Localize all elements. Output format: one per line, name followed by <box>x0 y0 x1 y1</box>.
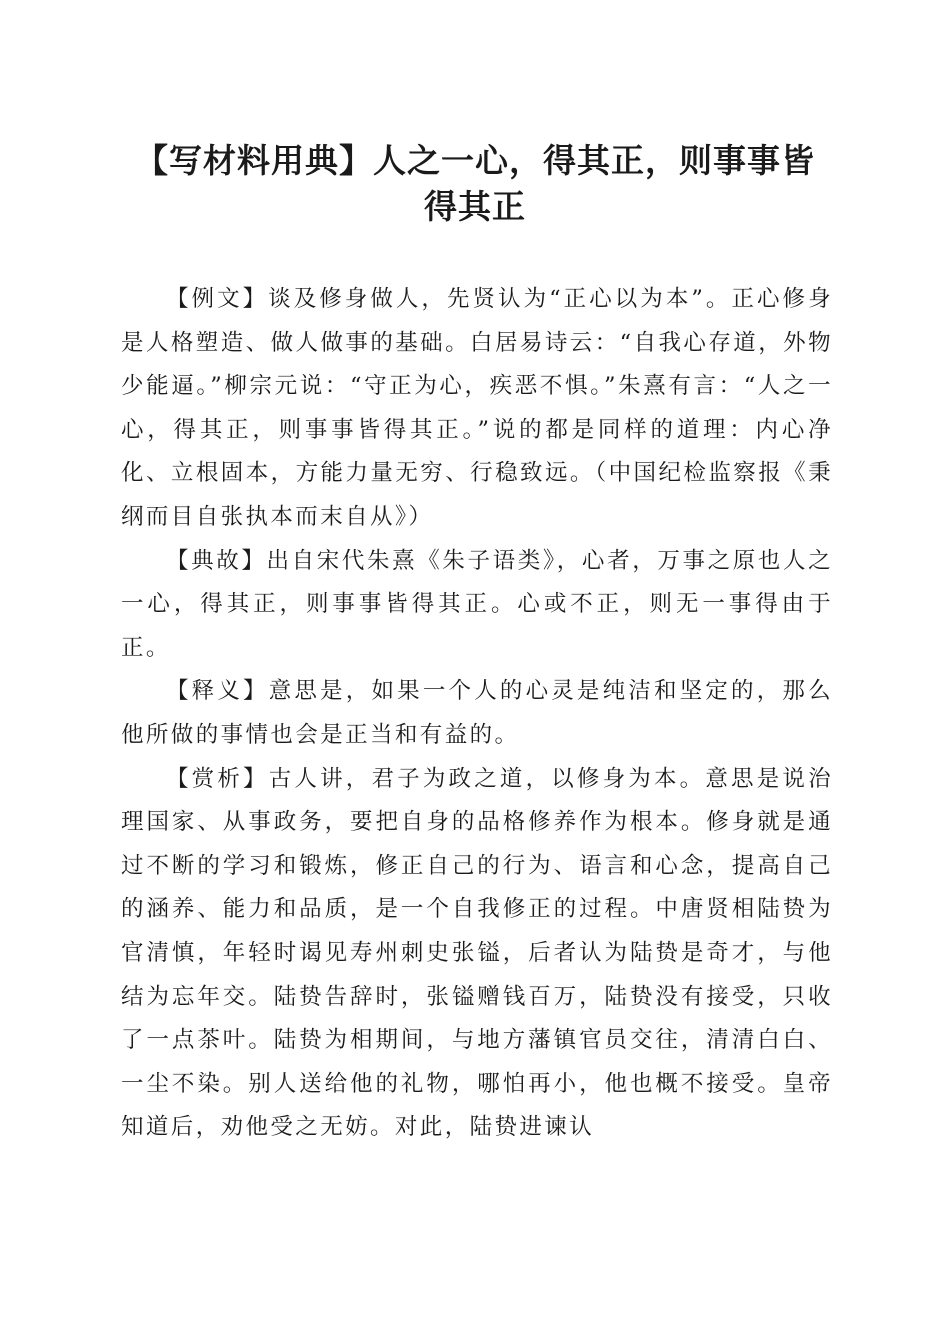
paragraph-tag: 【赏析】 <box>166 765 269 792</box>
paragraph-tag: 【典故】 <box>166 547 267 574</box>
title-line-2: 得其正 <box>424 187 526 226</box>
paragraph-example <box>121 278 833 540</box>
document-body <box>121 278 833 1150</box>
paragraph-allusion <box>121 540 833 671</box>
paragraph-tag: 【例文】 <box>166 286 269 312</box>
title-line-1: 【写材料用典】人之一心，得其正，则事事皆 <box>135 141 815 180</box>
paragraph-text: 谈及修身做人，先贤认为“正心以为本”。正心修身是人格塑造、做人做事的基础。白居易诗云：“自我心存道，外物少能逼。”柳宗元说：“守正为心，疾恶不惧。”朱熹有言：“人之一心，得其正，则事事皆得其正。”说的都是同样的道理：内心净化、立根固本，方能力量无穷、行稳致远。（中国纪检监察报《秉纲而目自张执本而末自从》） <box>121 286 833 530</box>
document-title <box>100 138 850 230</box>
paragraph-appreciation <box>121 758 833 1150</box>
paragraph-tag: 【释义】 <box>166 678 269 705</box>
paragraph-text: 出自宋代朱熹《朱子语类》，心者，万事之原也人之一心，得其正，则事事皆得其正。心或不正，则无一事得由于正。 <box>121 547 833 661</box>
paragraph-text: 意思是，如果一个人的心灵是纯洁和坚定的，那么他所做的事情也会是正当和有益的。 <box>121 678 833 748</box>
paragraph-text: 古人讲，君子为政之道，以修身为本。意思是说治理国家、从事政务，要把自身的品格修养作为根本。修身就是通过不断的学习和锻炼，修正自己的行为、语言和心念，提高自己的涵养、能力和品质，是一个自我修正的过程。中唐贤相陆贽为官清慎，年轻时谒见寿州刺史张镒，后者认为陆贽是奇才，与他结为忘年交。陆贽告辞时，张镒赠钱百万，陆贽没有接受，只收了一点茶叶。陆贽为相期间，与地方藩镇官员交往，清清白白、一尘不染。别人送给他的礼物，哪怕再小，他也概不接受。皇帝知道后，劝他受之无妨。对此，陆贽进谏认 <box>121 765 833 1141</box>
paragraph-meaning <box>121 670 833 757</box>
